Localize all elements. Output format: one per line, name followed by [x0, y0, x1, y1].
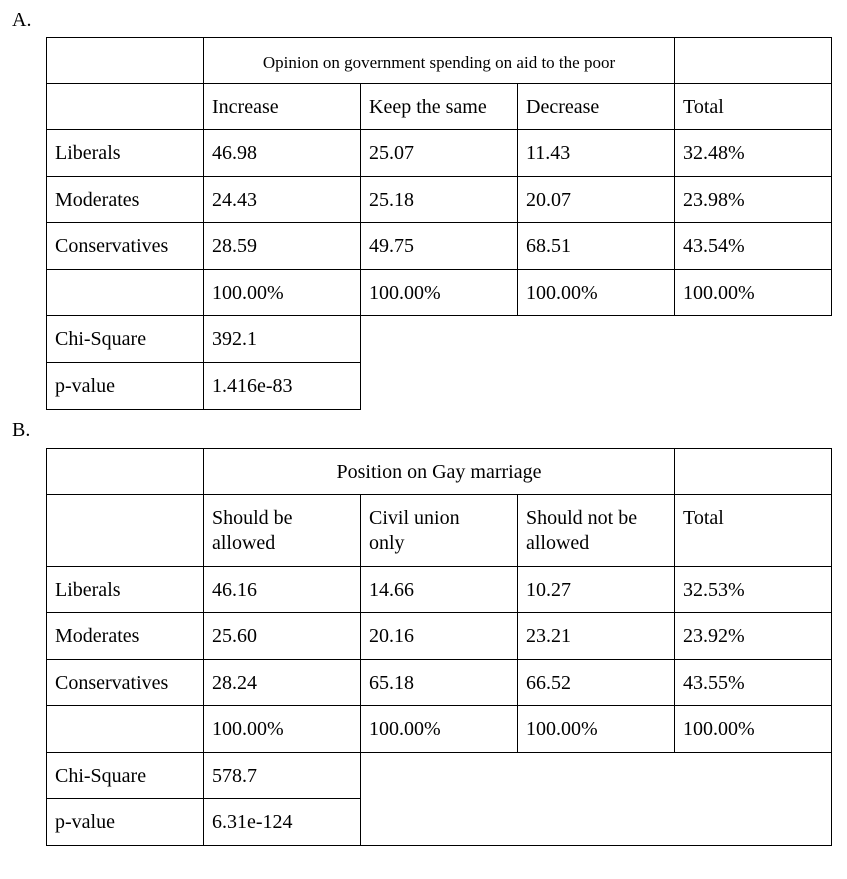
empty-region	[361, 753, 832, 846]
table-cell: 32.48%	[675, 130, 832, 177]
row-label-conservatives: Conservatives	[46, 660, 204, 706]
chi-square-value: 578.7	[204, 753, 361, 799]
table-cell: 23.98%	[675, 177, 832, 223]
header-line: only	[369, 532, 405, 554]
header-increase: Increase	[204, 84, 361, 130]
table-cell: 28.59	[204, 223, 361, 270]
table-cell: 100.00%	[675, 270, 832, 316]
table-cell: 24.43	[204, 177, 361, 223]
caption-total-spacer	[675, 448, 832, 495]
table-cell: 28.24	[204, 660, 361, 706]
header-line: Should be	[212, 507, 293, 529]
table-cell: 23.92%	[675, 613, 832, 660]
table-cell: 25.18	[361, 177, 518, 223]
table-cell: 25.60	[204, 613, 361, 660]
header-line: Civil union	[369, 507, 460, 529]
header-should-not-be-allowed	[518, 495, 675, 567]
header-should-be-allowed	[204, 495, 361, 567]
p-value-label: p-value	[46, 799, 204, 846]
p-value-label: p-value	[46, 363, 204, 410]
chi-square-value: 392.1	[204, 316, 361, 363]
table-cell: 23.21	[518, 613, 675, 660]
table-cell: 43.54%	[675, 223, 832, 270]
header-row-label	[46, 84, 204, 130]
row-label-moderates: Moderates	[46, 613, 204, 660]
table-cell: 100.00%	[204, 706, 361, 753]
header-total	[675, 495, 832, 567]
p-value: 1.416e-83	[204, 363, 361, 410]
section-label-b: B.	[12, 419, 31, 441]
table-cell: 100.00%	[204, 270, 361, 316]
header-total: Total	[675, 84, 832, 130]
chi-square-label: Chi-Square	[46, 316, 204, 363]
table-cell: 46.16	[204, 567, 361, 613]
table-cell: 100.00%	[361, 270, 518, 316]
table-cell: 46.98	[204, 130, 361, 177]
table-cell: 68.51	[518, 223, 675, 270]
header-civil-union-only	[361, 495, 518, 567]
header-decrease: Decrease	[518, 84, 675, 130]
caption-total-spacer	[675, 37, 832, 84]
table-cell: 10.27	[518, 567, 675, 613]
table-cell: 49.75	[361, 223, 518, 270]
table-cell: 43.55%	[675, 660, 832, 706]
header-row-label	[46, 495, 204, 567]
header-line: allowed	[212, 532, 276, 554]
table-cell: 100.00%	[675, 706, 832, 753]
p-value: 6.31e-124	[204, 799, 361, 846]
table-cell: 65.18	[361, 660, 518, 706]
header-keep-same: Keep the same	[361, 84, 518, 130]
table-a	[46, 37, 830, 411]
totals-row-label	[46, 270, 204, 316]
section-label-a: A.	[12, 9, 32, 31]
header-line: Should not be	[526, 507, 638, 529]
chi-square-label: Chi-Square	[46, 753, 204, 799]
table-b	[46, 448, 830, 846]
table-cell: 100.00%	[518, 706, 675, 753]
header-line: Total	[683, 507, 724, 529]
row-label-liberals: Liberals	[46, 567, 204, 613]
totals-row-label	[46, 706, 204, 753]
row-label-liberals: Liberals	[46, 130, 204, 177]
table-cell: 32.53%	[675, 567, 832, 613]
table-b-caption: Position on Gay marriage	[204, 448, 675, 495]
table-cell: 25.07	[361, 130, 518, 177]
table-a-caption: Opinion on government spending on aid to the poor	[204, 37, 675, 84]
row-label-moderates: Moderates	[46, 177, 204, 223]
row-label-conservatives: Conservatives	[46, 223, 204, 270]
table-cell: 66.52	[518, 660, 675, 706]
corner-cell	[46, 448, 204, 495]
table-cell: 20.16	[361, 613, 518, 660]
table-cell: 11.43	[518, 130, 675, 177]
header-line: allowed	[526, 532, 590, 554]
table-cell: 20.07	[518, 177, 675, 223]
table-cell: 100.00%	[518, 270, 675, 316]
corner-cell	[46, 37, 204, 84]
table-cell: 14.66	[361, 567, 518, 613]
table-cell: 100.00%	[361, 706, 518, 753]
